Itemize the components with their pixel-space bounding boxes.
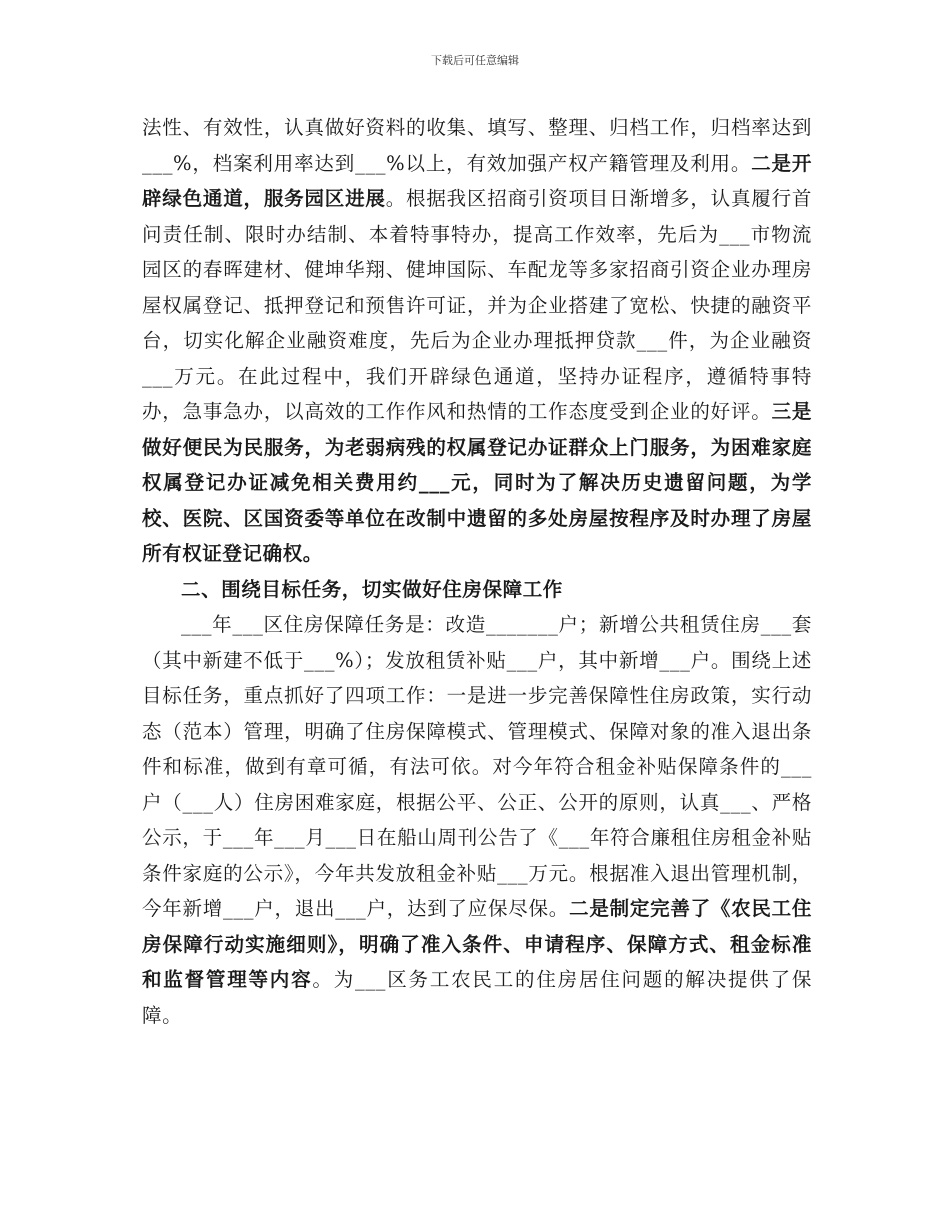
paragraph-2-bold-a: 二是制定完善了《农民工住房保障行动实施细则》，明确了准入条件、申请程序、保障方式、租金标准和监督管理等内容 (142, 897, 812, 991)
paragraph-2-text-a: ___年___区住房保障任务是：改造_______户；新增公共租赁住房___套（其中新建不低于___%）；发放租赁补贴___户，其中新增___户。围绕上述目标任务，重点抓好了四项工作：一是进一步完善保障性住房政策，实行动态（范本）管理，明确了住房保障模式、管理模式、保障对象的准入退出条件和标准，做到有章可循，有法可依。对今年符合租金补贴保障条件的___户（___人）住房困难家庭，根据公平、公正、公开的原则，认真___、严格公示，于___年___月___日在船山周刊公告了《___年符合廉租住房租金补贴条件家庭的公示》，今年共发放租金补贴___万元。根据准入退出管理机制，今年新增___户，退出___户，达到了应保尽保。 (142, 613, 812, 920)
paragraph-1-text-a: 法性、有效性，认真做好资料的收集、填写、整理、归档工作，归档率达到___%，档案利用率达到___%以上，有效加强产权产籍管理及利用。 (142, 116, 812, 175)
document-body (142, 110, 812, 1033)
page-header: 下载后可任意编辑 (431, 54, 519, 67)
paragraph-2 (142, 607, 812, 1033)
section-heading-2: 二、围绕目标任务，切实做好住房保障工作 (181, 577, 563, 601)
paragraph-2-text-b: 。为___区务工农民工的住房居住问题的解决提供了保障。 (142, 968, 812, 1027)
paragraph-1-bold-b: 三是做好便民为民服务，为老弱病残的权属登记办证群众上门服务，为困难家庭权属登记办证减免相关费用约___元，同时为了解决历史遗留问题，为学校、医院、区国资委等单位在改制中遗留的多处房屋按程序及时办理了房屋所有权证登记确权。 (142, 400, 813, 565)
paragraph-1-bold-a: 二是开辟绿色通道，服务园区进展 (142, 151, 812, 210)
paragraph-1 (142, 110, 812, 572)
paragraph-1-text-b: 。根据我区招商引资项目日渐增多，认真履行首问责任制、限时办结制、本着特事特办，提高工作效率，先后为___市物流园区的春晖建材、健坤华翔、健坤国际、车配龙等多家招商引资企业办理房屋权属登记、抵押登记和预售许可证，并为企业搭建了宽松、快捷的融资平台，切实化解企业融资难度，先后为企业办理抵押贷款___件，为企业融资___万元。在此过程中，我们开辟绿色通道，坚持办证程序，遵循特事特办，急事急办，以高效的工作作风和热情的工作态度受到企业的好评。 (142, 187, 812, 423)
